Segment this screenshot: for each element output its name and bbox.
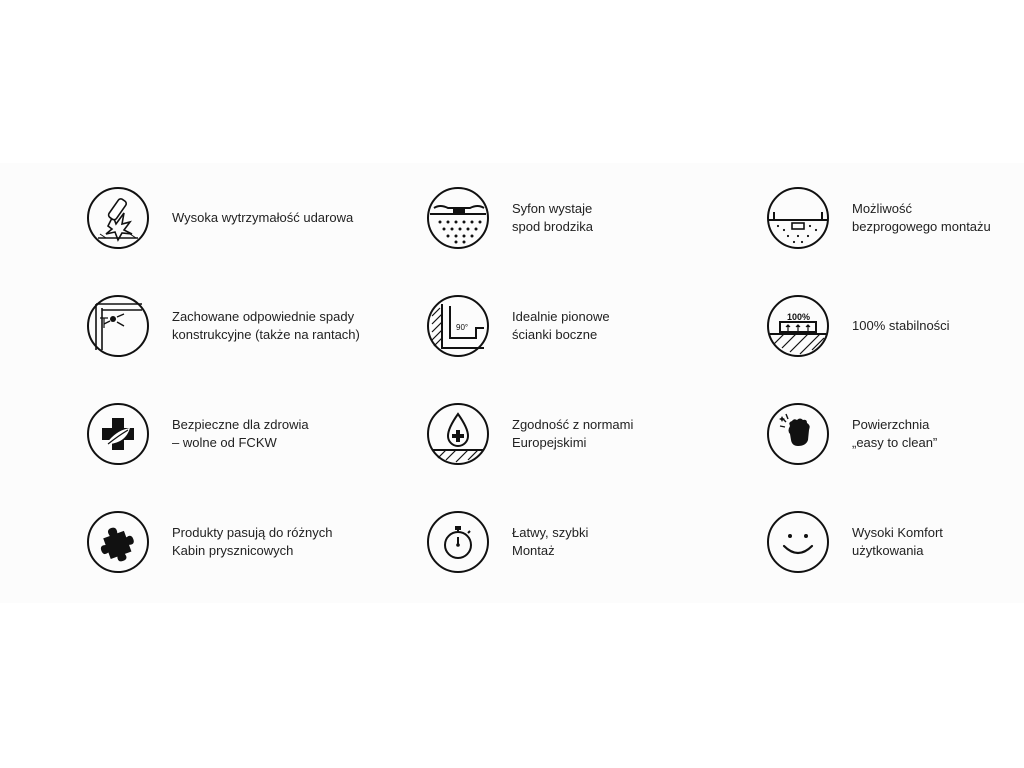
feature-label-line: – wolne od FCKW (172, 435, 277, 450)
easy-clean-icon (766, 402, 830, 466)
drainage-slope-icon (86, 294, 150, 358)
puzzle-icon (86, 510, 150, 574)
angle-badge: 90° (456, 323, 469, 332)
feature-label-line: Syfon wystaje (512, 201, 593, 216)
feature-barrier-free-install (766, 186, 991, 250)
feature-european-standard (426, 402, 633, 466)
feature-siphon (426, 186, 593, 250)
stability-badge: 100% (787, 312, 811, 322)
siphon-icon (426, 186, 490, 250)
feature-label-line: 100% stabilności (852, 318, 950, 333)
feature-impact-resistance (86, 186, 353, 250)
barrier-free-install-icon (766, 186, 830, 250)
feature-label-line: Wysoki Komfort (852, 525, 943, 540)
feature-label-line: Zachowane odpowiednie spady (172, 309, 355, 324)
stopwatch-icon (426, 510, 490, 574)
feature-stability (766, 294, 950, 358)
feature-health-safe (86, 402, 309, 466)
feature-label-line: Wysoka wytrzymałość udarowa (172, 210, 354, 225)
impact-resistance-icon (86, 186, 150, 250)
feature-label-line: „easy to clean” (852, 435, 938, 450)
european-standard-icon (426, 402, 490, 466)
feature-label-line: Możliwość (852, 201, 912, 216)
feature-label-line: Europejskimi (512, 435, 587, 450)
feature-label-line: Idealnie pionowe (512, 309, 610, 324)
feature-label-line: konstrukcyjne (także na rantach) (172, 327, 360, 342)
stability-icon (766, 294, 830, 358)
feature-puzzle (86, 510, 332, 574)
feature-label-line: spod brodzika (512, 219, 593, 234)
feature-label-line: Montaż (512, 543, 555, 558)
feature-label-line: ścianki boczne (512, 327, 598, 342)
feature-label-line: Kabin prysznicowych (172, 543, 294, 558)
feature-label-line: Bezpieczne dla zdrowia (172, 417, 309, 432)
feature-label-line: bezprogowego montażu (852, 219, 991, 234)
smiley-icon (766, 510, 830, 574)
feature-label-line: Powierzchnia (852, 417, 930, 432)
feature-label-line: Produkty pasują do różnych (172, 525, 333, 540)
feature-label-line: użytkowania (852, 543, 924, 558)
feature-comfort (766, 510, 943, 574)
feature-drainage-slope (86, 294, 360, 358)
feature-label-line: Zgodność z normami (512, 417, 634, 432)
feature-easy-clean (766, 402, 937, 466)
health-safe-icon (86, 402, 150, 466)
feature-label-line: Łatwy, szybki (512, 525, 589, 540)
feature-stopwatch (426, 510, 588, 574)
feature-vertical-walls (426, 294, 610, 358)
vertical-walls-icon (426, 294, 490, 358)
